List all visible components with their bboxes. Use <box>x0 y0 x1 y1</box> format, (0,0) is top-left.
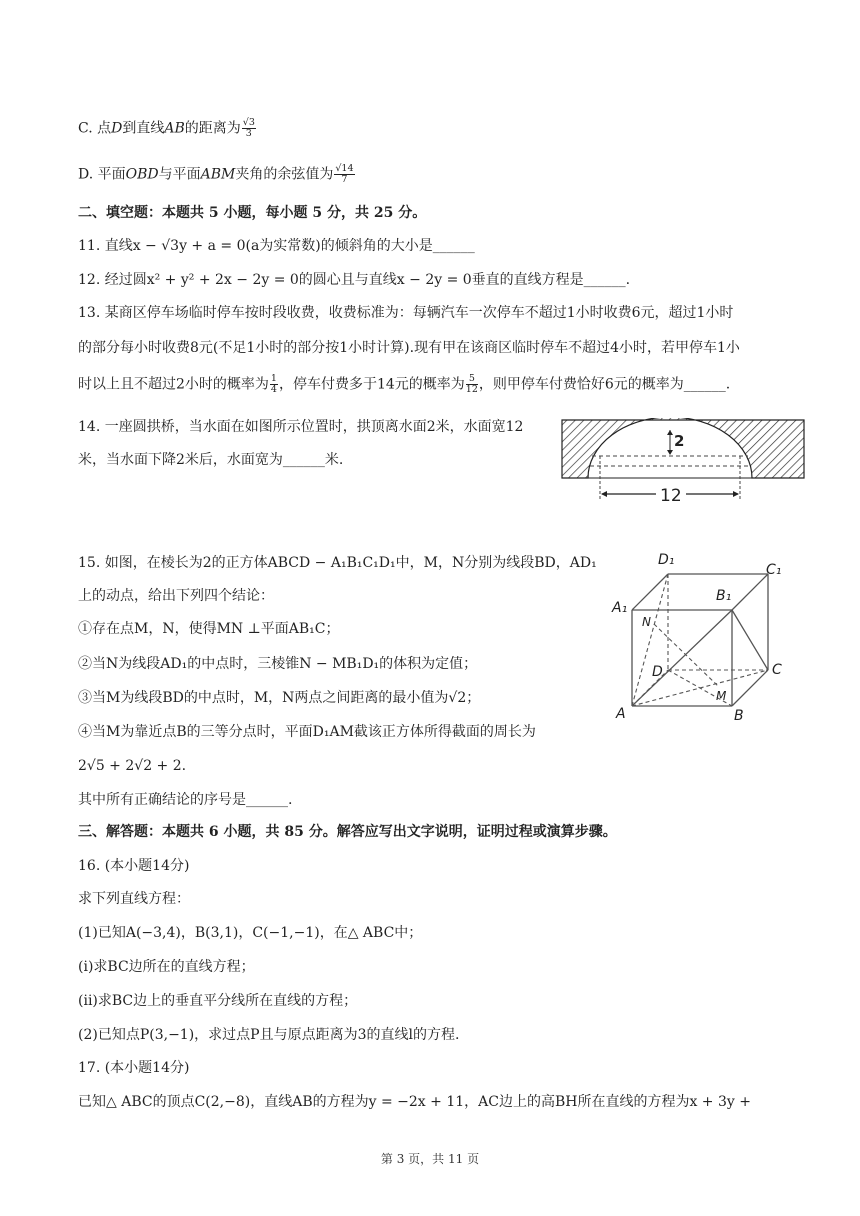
option-c-fraction <box>242 118 256 139</box>
option-d-suffix: 夹角的余弦值为 <box>235 166 334 183</box>
width-arrow-head-right <box>733 491 739 497</box>
option-c <box>78 118 257 139</box>
question-15-line-1: 15. 如图，在棱长为2的正方体ABCD − A₁B₁C₁D₁中，M，N分别为线段BD，AD₁ <box>78 555 597 571</box>
question-13-line-2: 的部分每小时收费8元(不足1小时的部分按1小时计算).现有甲在该商区临时停车不超过4小时，若甲停车1小 <box>78 340 740 356</box>
question-16-line-1: 求下列直线方程： <box>78 891 190 907</box>
option-d-var2: ABM <box>200 166 236 183</box>
section-3-heading: 三、解答题：本题共 6 小题，共 85 分。解答应写出文字说明，证明过程或演算步骤。 <box>78 824 617 840</box>
option-d <box>78 164 356 185</box>
question-15-line-2: 上的动点，给出下列四个结论： <box>78 588 274 604</box>
arch-bridge-figure <box>560 418 808 506</box>
question-13-line-1: 13. 某商区停车场临时停车按时段收费，收费标准为：每辆汽车一次停车不超过1小时收费6元，超过1小时 <box>78 305 734 321</box>
question-15-conclusion-3: ③当M为线段BD的中点时，M，N两点之间距离的最小值为√2； <box>78 690 481 706</box>
question-11: 11. 直线x − √3y + a = 0(a为实常数)的倾斜角的大小是______ <box>78 238 475 254</box>
option-c-var1: D <box>111 120 123 137</box>
frac2-num: 5 <box>466 374 478 385</box>
option-c-var2: AB <box>164 120 185 137</box>
frac1-num: 1 <box>270 373 277 384</box>
cube-figure <box>608 546 788 726</box>
option-d-fraction <box>334 164 354 185</box>
option-d-mid: 与平面 <box>158 166 201 183</box>
page-footer: 第 3 页，共 11 页 <box>380 1152 480 1166</box>
question-15-conclusion-4-cont: 2√5 + 2√2 + 2. <box>78 758 187 774</box>
question-12: 12. 经过圆x² + y² + 2x − 2y = 0的圆心且与直线x − 2y = 0垂直的直线方程是______. <box>78 272 631 288</box>
question-15-conclusion-2: ②当N为线段AD₁的中点时，三棱锥N − MB₁D₁的体积为定值； <box>78 656 478 672</box>
question-15-ask: 其中所有正确结论的序号是______. <box>78 792 293 808</box>
label-A: A <box>616 706 626 722</box>
option-c-prefix: C. 点 <box>78 120 112 137</box>
label-A1: A₁ <box>612 600 628 616</box>
width-label: 12 <box>660 486 682 506</box>
question-13-line-3 <box>78 374 730 395</box>
frac2-den: 12 <box>465 384 478 395</box>
label-B: B <box>734 708 744 724</box>
label-B1: B₁ <box>716 588 732 604</box>
option-c-suffix: 的距离为 <box>184 120 241 137</box>
option-c-frac-num: √3 <box>242 117 255 128</box>
height-label: 2 <box>674 432 685 450</box>
question-16-line-4: (ii)求BC边上的垂直平分线所在直线的方程； <box>78 993 358 1009</box>
label-M: M <box>716 689 727 703</box>
question-16-line-2: (1)已知A(−3,4)，B(3,1)，C(−1,−1)，在△ ABC中； <box>78 925 423 941</box>
label-C1: C₁ <box>766 562 782 578</box>
height-arrow-head-bottom <box>667 450 673 455</box>
question-17-line-1: 已知△ ABC的顶点C(2,−8)，直线AB的方程为y = −2x + 11，AC边上的高BH所在直线的方程为x + 3y + <box>78 1094 751 1110</box>
option-d-prefix: D. 平面 <box>78 166 126 183</box>
label-D1: D₁ <box>658 552 675 568</box>
label-N: N <box>642 615 651 629</box>
height-arrow-head-top <box>667 430 673 435</box>
question-15-conclusion-1: ①存在点M，N，使得MN ⊥平面AB₁C； <box>78 621 340 637</box>
question-15-conclusion-4: ④当M为靠近点B的三等分点时，平面D₁AM截该正方体所得截面的周长为 <box>78 724 536 740</box>
question-13-text-a: 时以上且不超过2小时的概率为 <box>78 376 269 393</box>
question-16-head: 16. (本小题14分) <box>78 858 190 874</box>
option-c-frac-den: 3 <box>245 128 252 139</box>
question-17-head: 17. (本小题14分) <box>78 1060 190 1076</box>
question-13-fraction-2 <box>466 374 478 395</box>
label-C: C <box>772 662 782 678</box>
question-14-line-2: 米，当水面下降2米后，水面宽为______米. <box>78 452 344 468</box>
question-13-text-b: ，停车付费多于14元的概率为 <box>278 376 465 393</box>
question-16-line-5: (2)已知点P(3,−1)，求过点P且与原点距离为3的直线l的方程. <box>78 1027 460 1043</box>
option-c-mid: 到直线 <box>122 120 165 137</box>
frac1-den: 4 <box>270 384 277 395</box>
question-14-line-1: 14. 一座圆拱桥，当水面在如图所示位置时，拱顶离水面2米，水面宽12 <box>78 419 524 435</box>
question-13-fraction-1 <box>270 374 278 395</box>
option-d-frac-num: √14 <box>335 163 354 174</box>
option-d-var1: OBD <box>125 166 159 183</box>
label-D: D <box>652 664 663 680</box>
section-2-heading: 二、填空题：本题共 5 小题，每小题 5 分，共 25 分。 <box>78 205 427 221</box>
question-13-text-c: ，则甲停车付费恰好6元的概率为______. <box>478 376 731 393</box>
question-16-line-3: (i)求BC边所在的直线方程； <box>78 959 255 975</box>
width-arrow-head-left <box>601 491 607 497</box>
option-d-frac-den: 7 <box>341 174 348 185</box>
